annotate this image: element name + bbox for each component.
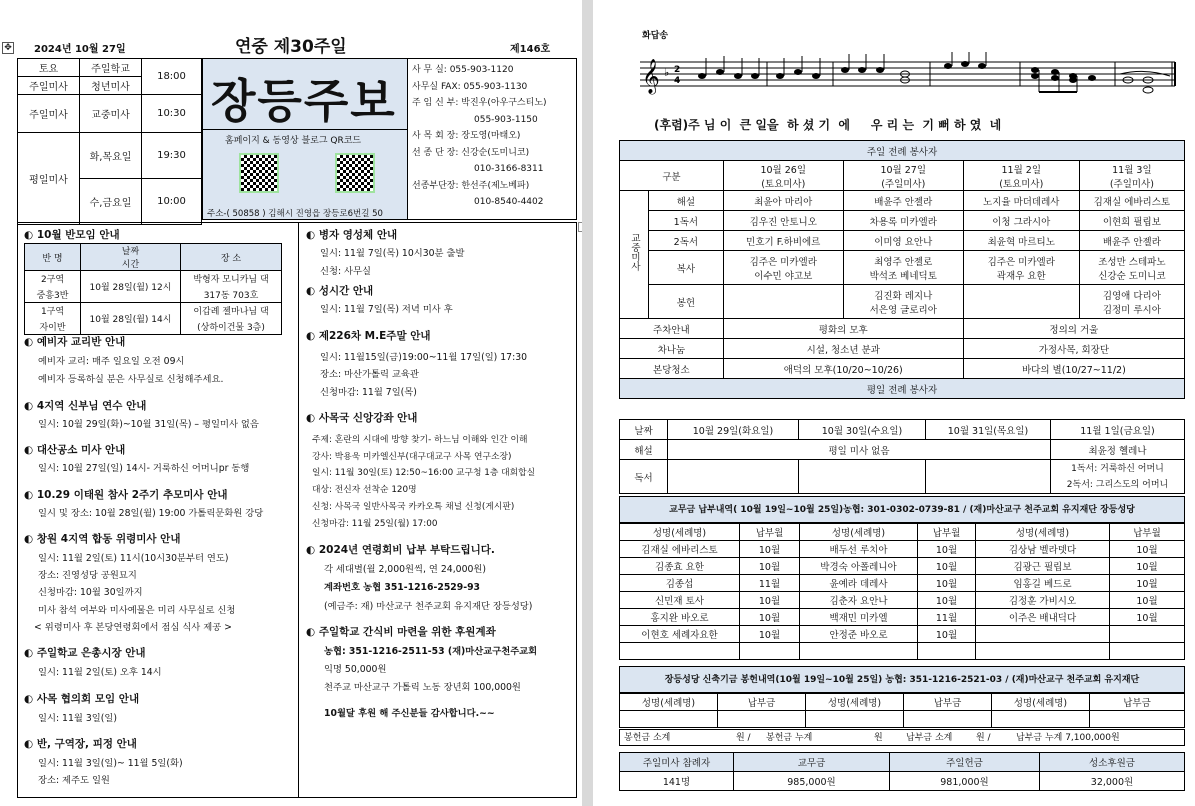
- cell: 시설, 청소년 분과: [723, 339, 963, 359]
- cell: 10:30: [142, 95, 202, 133]
- contact-line: 선 종 단 장: 신강순(도미니코): [412, 147, 530, 158]
- contact-line: 사 무 실: 055-903-1120: [412, 65, 514, 75]
- cell: 날짜 시간: [81, 244, 181, 271]
- cell: 최영주 안젤로 박석조 베네딕토: [843, 251, 963, 285]
- cell: [1079, 161, 1184, 191]
- cell: 10월: [1110, 575, 1185, 592]
- mass-schedule-table: [17, 58, 202, 225]
- svg-text:♭: ♭: [664, 66, 670, 79]
- cell: 바다의 별(10/27~11/2): [963, 359, 1184, 379]
- cell: 수,금요일: [80, 179, 142, 225]
- cell: 구분: [620, 161, 724, 191]
- building-fund-title: 장등성당 신축기금 봉헌내역(10월 19일~10월 25일) 농협: 351-1216-2521-03 / (재)마산교구 천주교회 유지재단: [619, 666, 1185, 693]
- cell: 납부금: [904, 694, 992, 711]
- table-title: 평일 전례 봉사자: [620, 379, 1185, 399]
- cell: 19:30: [142, 133, 202, 179]
- cell: 김영애 다리아 김정미 루시아: [1079, 285, 1184, 319]
- sum-unit: 원 /: [976, 733, 991, 743]
- cell: 10월: [918, 558, 976, 575]
- cell: 복사: [649, 251, 724, 285]
- text-line: 신청마감: 10월 30일까지: [38, 587, 143, 598]
- cell: 민호기 F.하비에르: [723, 231, 843, 251]
- sum-unit: 원: [874, 733, 883, 743]
- cell: 김정훈 가비시오: [976, 592, 1110, 609]
- cell: 10월 30일(수요일): [799, 420, 926, 440]
- text-line: 농협: 351-1216-2511-53 (재)마산교구천주교회: [324, 646, 538, 657]
- cell: 애덕의 모후(10/20~10/26): [723, 359, 963, 379]
- cell: 이현호 세례자요한: [620, 626, 740, 643]
- cell: 주일미사: [18, 77, 80, 95]
- text-line: 주제: 혼란의 시대에 방향 찾기- 하느님 이해와 인간 이해: [312, 435, 528, 445]
- building-fund-table: [619, 693, 1185, 728]
- cell: 성명(세례명): [620, 694, 718, 711]
- cell: 이현희 필립보: [1079, 211, 1184, 231]
- cell: 주일미사: [18, 95, 80, 133]
- cell: 2구역: [25, 271, 81, 287]
- cell: 정의의 거울: [963, 319, 1184, 339]
- psalm-refrain: (후렴)주 님 이 큰 일을 하 셨 기 에 우 리 는 기 뻐 하 였 네: [654, 118, 1002, 132]
- cell: 홍지완 바오로: [620, 609, 740, 626]
- text-line: 대상: 전신자 선착순 120명: [312, 485, 417, 495]
- section-title: ◐ 10월 반모임 안내: [24, 227, 120, 242]
- text-line: 계좌번호 농협 351-1216-2529-93: [324, 582, 481, 593]
- text-line: 일시: 11월 30일(토) 12:50~16:00 교구청 1층 대회합실: [312, 468, 536, 478]
- text-line: 일시: 11월 2일(토) 11시(10시30분부터 연도): [38, 553, 229, 564]
- cell: 반 명: [25, 244, 81, 271]
- contact-line: 010-3166-8311: [474, 164, 544, 174]
- cell: 봉헌: [649, 285, 724, 319]
- cell: 납부금: [1090, 694, 1185, 711]
- text-line: 익명 50,000원: [324, 664, 387, 675]
- text-line: 일시: 11월 3일(일)~ 11월 5일(화): [38, 758, 183, 769]
- cell: 18:00: [142, 59, 202, 95]
- cell: 장 소: [181, 244, 282, 271]
- text-line: 일시 및 장소: 10월 28일(월) 19:00 가톨릭문화원 강당: [38, 508, 264, 519]
- text-line: 신청마감: 11월 7일(목): [320, 387, 417, 398]
- cell: 981,000원: [890, 772, 1040, 791]
- text-line: 장소: 제주도 일원: [38, 775, 110, 786]
- cell: 해설: [649, 191, 724, 211]
- cell: 안정준 바오로: [800, 626, 918, 643]
- cell: 10월: [1110, 558, 1185, 575]
- cell: 백재민 미카엘: [800, 609, 918, 626]
- page-gutter: [593, 0, 605, 806]
- cell: [723, 161, 843, 191]
- title-box: [202, 58, 408, 220]
- cell: 김상남 벨라뎃다: [976, 541, 1110, 558]
- cell: [976, 626, 1110, 643]
- section-title: ◐ 창원 4지역 합동 위령미사 안내: [24, 531, 180, 546]
- text-line: (예금주: 재) 마산교구 천주교회 유지재단 장등성당): [324, 601, 533, 612]
- cell: 중흥3반: [25, 287, 81, 303]
- music-staff: [640, 52, 1180, 98]
- cell: 주일미사 참례자: [620, 753, 734, 772]
- cell: 배두선 루치아: [800, 541, 918, 558]
- section-title: ◐ 반, 구역장, 피정 안내: [24, 736, 137, 751]
- cell: 김주은 미카엘라 이수민 야고보: [723, 251, 843, 285]
- svg-text:2: 2: [674, 65, 681, 75]
- cell: 신민재 토사: [620, 592, 740, 609]
- cell: 10월: [740, 609, 800, 626]
- cell: 11월 3일 (주일미사): [1109, 164, 1154, 190]
- section-title: ◐ 2024년 연령회비 납부 부탁드립니다.: [306, 542, 495, 557]
- homepage-label: 홈페이지 & 동영상 블로그 QR코드: [225, 136, 362, 146]
- cell: 1독서: [649, 211, 724, 231]
- address: 주소-( 50858 ) 김해시 진영읍 장등로6번길 50: [207, 209, 383, 219]
- cell: 2독서: [649, 231, 724, 251]
- side-label: [620, 191, 649, 319]
- section-title: ◐ 병자 영성체 안내: [306, 227, 397, 242]
- cell: 본당청소: [620, 359, 724, 379]
- contact-line: 055-903-1150: [474, 114, 538, 125]
- cell: 10월: [918, 592, 976, 609]
- cell: 10월 27일 (주일미사): [880, 164, 927, 190]
- issue-number: 제146호: [510, 44, 551, 55]
- text-line: 일시: 10월 27일(일) 14시- 거룩하신 어머니pr 동행: [38, 463, 250, 474]
- text-line: 강사: 박용욱 미카엘신부(대구대교구 사목 연구소장): [312, 452, 512, 462]
- text-line: 신청: 사목국 일반사목국 카카오톡 채널 신청(게시판): [312, 502, 515, 512]
- cell: 납부월: [918, 524, 976, 541]
- cell: 10월: [740, 558, 800, 575]
- contact-line: 사무실 FAX: 055-903-1130: [412, 81, 528, 92]
- cell: 성명(세례명): [620, 524, 740, 541]
- cell: 141명: [620, 772, 734, 791]
- text-line: 일시: 11월 7일(목) 10시30분 출발: [320, 248, 465, 259]
- contact-line: 010-8540-4402: [474, 197, 544, 207]
- cell: 토요: [18, 59, 80, 77]
- cell: 10월 28일(월) 12시: [81, 271, 181, 303]
- cell: 성소후원금: [1040, 753, 1185, 772]
- cell: [963, 161, 1079, 191]
- text-line: 장소: 마산가톨릭 교육관: [320, 369, 419, 380]
- cell: 이청 그라시아: [963, 211, 1079, 231]
- cell: 이주은 배내딕다: [976, 609, 1110, 626]
- text-line: 예비자 교리: 매주 일요일 오전 09시: [38, 356, 185, 367]
- cell: 10월 28일(월) 14시: [81, 303, 181, 335]
- cell: 10월: [740, 592, 800, 609]
- cell: 11월 1일(금요일): [1051, 420, 1185, 440]
- text-line: 일시: 10월 29일(화)~10월 31일(목) – 평일미사 없음: [38, 419, 259, 430]
- cell: [843, 161, 963, 191]
- cell: 자이반: [25, 319, 81, 335]
- section-title: ◐ 사목 협의회 모임 안내: [24, 691, 139, 706]
- cell: 김춘자 요안나: [800, 592, 918, 609]
- thanks-note: 10월달 후원 해 주신분들 감사합니다.~~: [324, 708, 495, 719]
- text-line: 미사 참석 여부와 미사예물은 미리 사무실로 신청: [38, 605, 236, 616]
- cell: 교무금: [734, 753, 890, 772]
- section-title: ◐ 10.29 이태원 참사 2주기 추모미사 안내: [24, 487, 227, 502]
- section-title: ◐ 주일학교 은총시장 안내: [24, 645, 146, 660]
- text-line: 일시: 11월 2일(토) 오후 14시: [38, 667, 162, 678]
- cell: 10:00: [142, 179, 202, 225]
- cell: 317동 703호: [181, 287, 282, 303]
- qr-code[interactable]: [239, 153, 279, 193]
- cell: 11월: [918, 609, 976, 626]
- cell: 주차안내: [620, 319, 724, 339]
- cell: 조성만 스테파노 신강순 도미니코: [1079, 251, 1184, 285]
- liturgical-week: 연중 제30주일: [235, 37, 347, 57]
- cell: 10월 29일(화요일): [668, 420, 799, 440]
- cell: 윤예라 데레사: [800, 575, 918, 592]
- contact-line: 사 목 회 장: 장도영(마태오): [412, 131, 521, 141]
- cell: [1110, 626, 1185, 643]
- section-title: ◐ 사목국 신앙강좌 안내: [306, 410, 417, 425]
- section-title: ◐ 주일학교 간식비 마련을 위한 후원계좌: [306, 624, 496, 639]
- weekday-servers-table: [619, 419, 1185, 494]
- cell: 주일헌금: [890, 753, 1040, 772]
- cell: 임홍길 베드로: [976, 575, 1110, 592]
- cell: 10월: [918, 541, 976, 558]
- cell: 10월: [1110, 609, 1185, 626]
- cell: 성명(세례명): [992, 694, 1090, 711]
- cell: 김주은 미카엘라 곽재우 요한: [963, 251, 1079, 285]
- cell: 10월: [1110, 541, 1185, 558]
- bulletin-date: 2024년 10월 27일: [34, 44, 126, 55]
- cell: 10월: [918, 575, 976, 592]
- dues-table: [619, 523, 1185, 660]
- section-title: ◐ 4지역 신부님 연수 안내: [24, 398, 146, 413]
- section-title: ◐ 대산공소 미사 안내: [24, 442, 125, 457]
- side-label-text: 교중미사: [629, 233, 640, 271]
- cell: 독서: [620, 460, 668, 494]
- cell: 납부월: [1110, 524, 1185, 541]
- svg-text:𝄞: 𝄞: [642, 59, 660, 94]
- sum-label: 봉헌금 누계: [766, 733, 813, 743]
- cell: 김재실 에바리스토: [620, 541, 740, 558]
- cell: 가정사목, 회장단: [963, 339, 1184, 359]
- cell: 박경숙 아폴레니아: [800, 558, 918, 575]
- cell: 성명(세례명): [806, 694, 904, 711]
- section-title: ◐ 제226차 M.E주말 안내: [306, 328, 431, 343]
- cell: 이미영 요안나: [843, 231, 963, 251]
- cell: (상하이건물 3층): [181, 319, 282, 335]
- cell: 해설: [620, 440, 668, 460]
- cell: 납부금: [718, 694, 806, 711]
- cell: 10월: [740, 626, 800, 643]
- cell-line: 2독서: 그리스도의 어머니: [1066, 479, 1169, 490]
- text-line: 예비자 등록하실 분은 사무실로 신청해주세요.: [38, 374, 224, 385]
- qr-code[interactable]: [335, 153, 375, 193]
- cell: 10월: [740, 541, 800, 558]
- cell: 박형자 모니카님 댁: [181, 271, 282, 287]
- meeting-table: [24, 243, 282, 335]
- text-line: < 위령미사 후 본당연령회에서 점심 식사 제공 >: [34, 622, 232, 633]
- cell: 차나눔: [620, 339, 724, 359]
- cell: 배윤주 안젤라: [1079, 231, 1184, 251]
- cell: 납부월: [740, 524, 800, 541]
- contact-line: 선종부단장: 한선주(제노베파): [412, 180, 530, 191]
- cell: 김재실 에바리스토: [1079, 191, 1184, 211]
- cell: [723, 285, 843, 319]
- contact-line: 주 임 신 부: 박진우(아우구스티노): [412, 98, 547, 108]
- svg-text:4: 4: [674, 76, 681, 86]
- text-line: 각 세대별(월 2,000원씩, 연 24,000원): [324, 564, 487, 575]
- sum-unit: 원 /: [736, 733, 751, 743]
- cell: 11월: [740, 575, 800, 592]
- sum-label: 봉헌금 소계: [624, 733, 671, 743]
- cell: 성명(세례명): [800, 524, 918, 541]
- totals-table: [619, 752, 1185, 791]
- cell: 10월: [1110, 592, 1185, 609]
- text-line: 신청: 사무실: [320, 266, 371, 277]
- section-title: ◐ 예비자 교리반 안내: [24, 334, 125, 349]
- dues-title: 교무금 납부내역( 10월 19일~10월 25일)농협: 301-0302-0739-81 / (재)마산교구 천주교회 유지재단 장등성당: [619, 496, 1185, 523]
- cell-line: 1독서: 거룩하신 어머니: [1071, 463, 1164, 474]
- contacts-box: [408, 58, 577, 220]
- text-line: 장소: 진영성당 공원묘지: [38, 570, 137, 581]
- move-handle-icon[interactable]: ✥: [2, 42, 14, 54]
- text-line: 일시: 11월 3일(일): [38, 713, 117, 724]
- cell: 노지율 마더데레사: [963, 191, 1079, 211]
- cell: 화,목요일: [80, 133, 142, 179]
- cell: 평화의 모후: [723, 319, 963, 339]
- cell: 985,000원: [734, 772, 890, 791]
- sum-label: 납부금 소계: [906, 733, 953, 743]
- cell: 주일학교: [80, 59, 142, 77]
- cell: 11월 2일 (토요미사): [999, 164, 1044, 190]
- cell: 날짜: [620, 420, 668, 440]
- cell: 김광근 필립보: [976, 558, 1110, 575]
- cell: 김우진 안토니오: [723, 211, 843, 231]
- cell: 교중미사: [80, 95, 142, 133]
- sunday-servers-table: [619, 140, 1185, 399]
- cell: 최윤아 마리아: [723, 191, 843, 211]
- text-line: 일시: 11월 7일(목) 저녁 미사 후: [320, 304, 453, 315]
- cell: 김종효 요한: [620, 558, 740, 575]
- cell: 평일 미사 없음: [668, 440, 1051, 460]
- cell: 32,000원: [1040, 772, 1185, 791]
- cell: 이갑례 젤마나님 댁: [181, 303, 282, 319]
- cell: [963, 285, 1079, 319]
- cell: 김종섭: [620, 575, 740, 592]
- section-title: ◐ 성시간 안내: [306, 283, 373, 298]
- cell: 청년미사: [80, 77, 142, 95]
- bulletin-title: 장등주보: [211, 74, 397, 128]
- text-line: 천주교 마산교구 가톨릭 노동 장년회 100,000원: [324, 682, 521, 693]
- psalm-label: 화답송: [642, 31, 669, 41]
- cell: 1구역: [25, 303, 81, 319]
- cell: 최윤혁 마르티노: [963, 231, 1079, 251]
- text-line: 일시: 11월15일(금)19:00~11월 17일(일) 17:30: [320, 352, 528, 363]
- cell: 평일미사: [18, 133, 80, 225]
- cell: 배윤주 안젤라: [843, 191, 963, 211]
- cell: 성명(세례명): [976, 524, 1110, 541]
- sum-line: [619, 729, 1185, 746]
- table-title: 주일 전례 봉사자: [620, 141, 1185, 161]
- cell: 10월 26일 (토요미사): [760, 164, 807, 190]
- cell: 10월: [918, 626, 976, 643]
- sum-label: 납부금 누계 7,100,000원: [1016, 733, 1120, 743]
- cell: 10월 31일(목요일): [926, 420, 1051, 440]
- text-line: 신청마감: 11월 25일(월) 17:00: [312, 519, 438, 529]
- cell: 최윤정 헬레나: [1051, 440, 1185, 460]
- cell: 차용록 미카엘라: [843, 211, 963, 231]
- cell: 김진화 레지나 서은영 글로리아: [843, 285, 963, 319]
